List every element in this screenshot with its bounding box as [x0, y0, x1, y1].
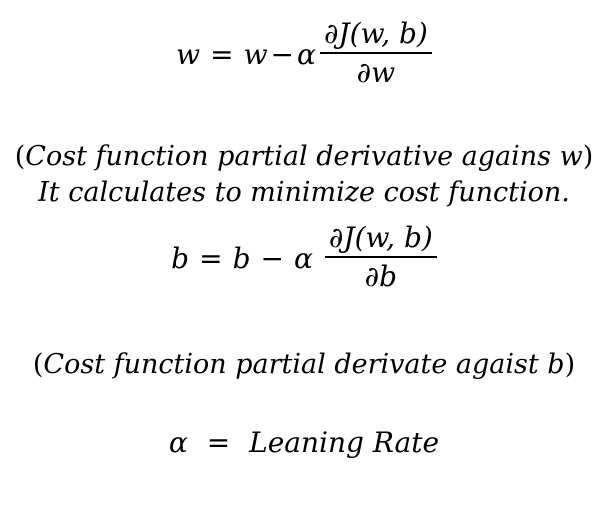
eq1-minus: −: [270, 37, 295, 71]
note-b-derivative: [0, 348, 608, 382]
eq2-alpha: α: [293, 241, 313, 275]
eq2-denominator: ∂b: [364, 259, 398, 293]
alpha-definition: [0, 426, 608, 460]
eq1-lhs: w: [176, 37, 201, 71]
note1-close-paren: ): [582, 141, 594, 172]
def-text: Leaning Rate: [249, 426, 440, 459]
eq2-numerator: ∂J(w, b): [328, 221, 433, 255]
eq2-lhs: b: [171, 241, 190, 275]
weight-update-equation: [0, 14, 608, 94]
note-w-derivative: [0, 140, 608, 174]
note2-text: Cost function partial derivate agaist b: [43, 349, 565, 380]
note1-text: Cost function partial derivative agains w: [25, 141, 583, 172]
bias-update-equation: [0, 216, 608, 300]
eq1-alpha: α: [297, 37, 316, 71]
note-minimize-cost: [0, 176, 608, 210]
eq1-denominator: ∂w: [356, 55, 396, 89]
note2-open-paren: (: [32, 349, 44, 380]
eq2-equals: =: [199, 241, 223, 275]
eq1-term: w: [243, 37, 268, 71]
note1-open-paren: (: [14, 141, 26, 172]
eq1-fraction: [320, 19, 432, 88]
eq2-fraction: [325, 223, 437, 292]
def-alpha: α: [168, 426, 188, 459]
note1b-text: It calculates to minimize cost function.: [38, 177, 570, 208]
eq2-term: b: [232, 241, 251, 275]
eq1-numerator: ∂J(w, b): [323, 17, 428, 51]
eq1-equals: =: [210, 37, 234, 71]
def-equals: =: [206, 426, 231, 459]
eq2-minus: −: [260, 241, 284, 275]
note2-close-paren: ): [564, 349, 576, 380]
